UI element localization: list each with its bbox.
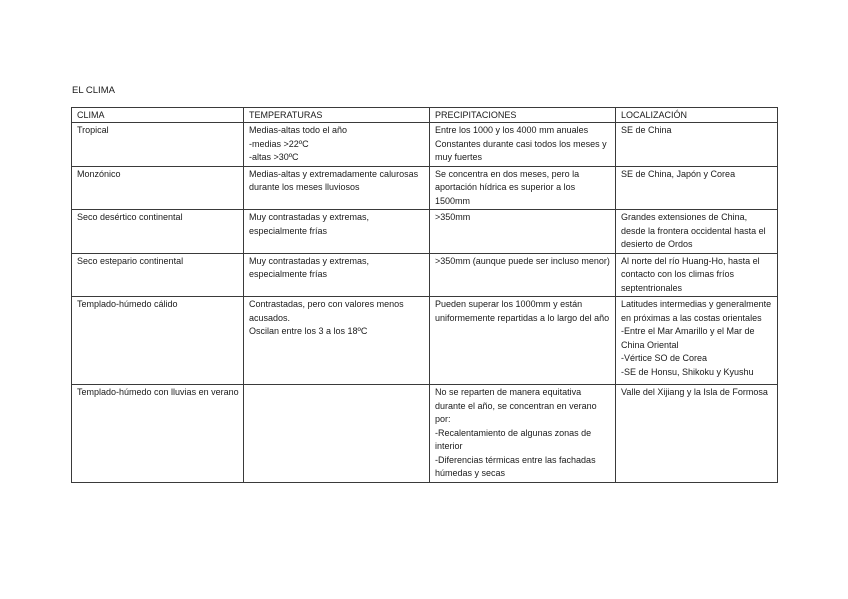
cell-clima: [72, 385, 244, 483]
cell-temperaturas: [244, 123, 430, 167]
cell-clima: [72, 210, 244, 254]
cell-precipitaciones: [430, 253, 616, 297]
cell-text: -Recalentamiento de algunas zonas de interior: [435, 427, 592, 451]
table-row: [72, 385, 778, 483]
table-row: [72, 253, 778, 297]
cell-temperaturas-empty: [244, 385, 430, 483]
cell-localizacion: [616, 166, 778, 210]
table-row: [72, 297, 778, 385]
cell-text: -Entre el Mar Amarillo y el Mar de China Oriental: [621, 326, 755, 350]
cell-precipitaciones: [430, 123, 616, 167]
cell-text: >350mm (aunque puede ser incluso menor): [435, 255, 610, 266]
cell-text: Tropical: [77, 125, 109, 135]
climate-table: [71, 107, 778, 483]
cell-text: -Diferencias térmicas entre las fachadas húmedas y secas: [435, 454, 596, 478]
page-title: EL CLIMA: [72, 85, 115, 96]
cell-text: No se reparten de manera equitativa durante el año, se concentran en verano por:: [435, 387, 597, 424]
cell-text: Medias-altas y extremadamente calurosas durante los meses lluviosos: [249, 168, 419, 192]
table-row: [72, 166, 778, 210]
cell-text: Se concentra en dos meses, pero la aportación hídrica es superior a los 1500mm: [435, 168, 580, 206]
cell-text: Muy contrastadas y extremas, especialmente frías: [249, 255, 370, 279]
cell-text: Constantes durante casi todos los meses y muy fuertes: [435, 138, 607, 162]
cell-temperaturas: [244, 210, 430, 254]
cell-text: Templado-húmedo cálido: [77, 299, 178, 309]
cell-localizacion: [616, 253, 778, 297]
cell-text: Contrastadas, pero con valores menos acusados.: [249, 299, 404, 323]
cell-text: Medias-altas todo el año: [249, 125, 348, 135]
cell-clima: [72, 297, 244, 385]
header-precipitaciones: PRECIPITACIONES: [430, 108, 616, 123]
table-row: [72, 123, 778, 167]
header-temperaturas: TEMPERATURAS: [244, 108, 430, 123]
cell-text: -altas >30ºC: [249, 152, 299, 162]
cell-text: -Vértice SO de Corea: [621, 353, 708, 363]
cell-text: Grandes extensiones de China, desde la frontera occidental hasta el desierto de Ordos: [621, 212, 766, 249]
cell-text: SE de China, Japón y Corea: [621, 168, 736, 179]
cell-clima: [72, 253, 244, 297]
cell-clima: [72, 166, 244, 210]
cell-text: Al norte del río Huang-Ho, hasta el contacto con los climas fríos septentrionales: [621, 255, 760, 293]
cell-text: SE de China: [621, 125, 672, 135]
cell-text: -SE de Honsu, Shikoku y Kyushu: [621, 366, 754, 377]
cell-text: Entre los 1000 y los 4000 mm anuales: [435, 125, 589, 135]
cell-clima: [72, 123, 244, 167]
cell-localizacion: [616, 297, 778, 385]
cell-precipitaciones: [430, 385, 616, 483]
cell-localizacion: [616, 123, 778, 167]
cell-precipitaciones: [430, 210, 616, 254]
table-row: [72, 210, 778, 254]
cell-text: Valle del Xijiang y la Isla de Formosa: [621, 387, 768, 397]
cell-precipitaciones: [430, 297, 616, 385]
header-clima: CLIMA: [72, 108, 244, 123]
cell-text: Seco estepario continental: [77, 255, 184, 266]
cell-text: Pueden superar los 1000mm y están uniformemente repartidas a lo largo del año: [435, 299, 610, 323]
table-header-row: [72, 108, 778, 123]
cell-temperaturas: [244, 297, 430, 385]
cell-localizacion: [616, 385, 778, 483]
cell-localizacion: [616, 210, 778, 254]
cell-temperaturas: [244, 166, 430, 210]
cell-precipitaciones: [430, 166, 616, 210]
cell-text: Muy contrastadas y extremas, especialmente frías: [249, 212, 370, 236]
header-localizacion: LOCALIZACIÓN: [616, 108, 778, 123]
cell-text: Templado-húmedo con lluvias en verano: [77, 387, 239, 397]
cell-text: Seco desértico continental: [77, 212, 183, 222]
cell-temperaturas: [244, 253, 430, 297]
cell-text: Latitudes intermedias y generalmente en próximas a las costas orientales: [621, 299, 772, 323]
cell-text: Oscilan entre los 3 a los 18ºC: [249, 326, 368, 336]
cell-text: -medias >22ºC: [249, 138, 309, 149]
cell-text: >350mm: [435, 212, 471, 222]
cell-text: Monzónico: [77, 168, 121, 179]
